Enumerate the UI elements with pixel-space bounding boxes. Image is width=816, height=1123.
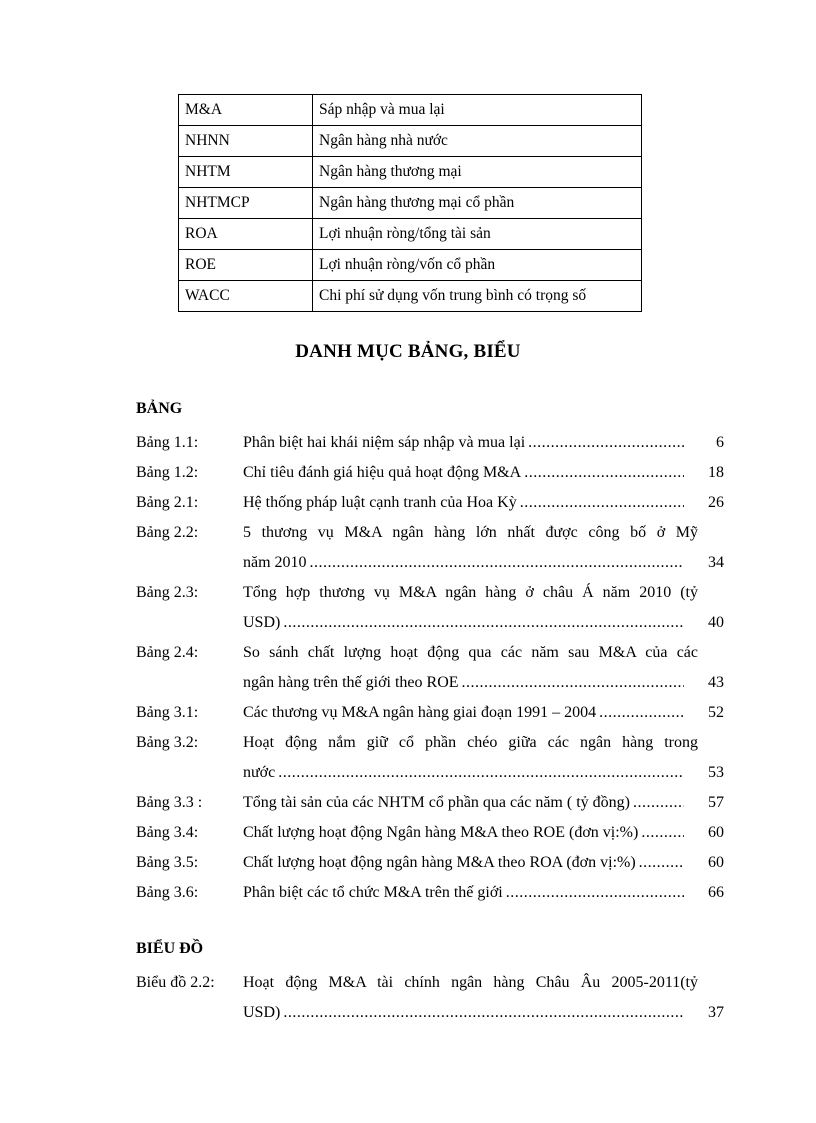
toc-entry-text: Chỉ tiêu đánh giá hiệu quả hoạt động M&A	[243, 464, 522, 481]
toc-entry-text: So sánh chất lượng hoạt động qua các năm sau M&A của các	[243, 644, 698, 661]
toc-entry-text: USD)	[243, 614, 281, 631]
toc-entry-leader	[243, 488, 684, 518]
toc-entry-page: 43	[708, 674, 724, 691]
toc-entry-page: 53	[708, 764, 724, 781]
toc-entry-label: Biểu đồ 2.2:	[136, 974, 215, 991]
abbreviation-code: ROA	[179, 219, 313, 250]
toc-entry-text: 5 thương vụ M&A ngân hàng lớn nhất được công bố ở Mỹ	[243, 524, 698, 541]
toc-entry-leader	[243, 788, 684, 818]
dot-leader	[641, 818, 684, 848]
toc-entry-page: 57	[708, 794, 724, 811]
toc-entry-label: Bảng 3.4:	[136, 824, 199, 841]
toc-entry-leader	[243, 758, 684, 788]
toc-entry[interactable]	[136, 788, 724, 818]
toc-entry-page: 26	[708, 494, 724, 511]
abbreviation-row	[179, 95, 642, 126]
toc-entry-line	[136, 818, 724, 848]
abbreviation-code: NHTMCP	[179, 188, 313, 219]
tables-heading: BẢNG	[136, 400, 183, 417]
toc-entry-label: Bảng 2.2:	[136, 524, 199, 541]
toc-entry-leader	[243, 608, 684, 638]
abbreviation-meaning: Ngân hàng thương mại	[313, 157, 642, 188]
toc-entry-line	[136, 458, 724, 488]
toc-entry-label: Bảng 3.2:	[136, 734, 199, 751]
charts-heading: BIỂU ĐỒ	[136, 940, 204, 957]
toc-entry-text: Hệ thống pháp luật cạnh tranh của Hoa Kỳ	[243, 494, 517, 511]
abbreviation-row	[179, 126, 642, 157]
toc-entry-text: nước	[243, 764, 276, 781]
toc-entry-line	[136, 638, 724, 668]
toc-entry-page: 52	[708, 704, 724, 721]
dot-leader	[633, 788, 684, 818]
toc-entry-page: 6	[716, 434, 724, 451]
toc-entry-label: Bảng 2.4:	[136, 644, 199, 661]
toc-entry[interactable]	[136, 818, 724, 848]
toc-entry-leader	[243, 998, 684, 1028]
toc-entry[interactable]	[136, 968, 724, 1028]
abbreviation-meaning: Lợi nhuận ròng/vốn cổ phần	[313, 250, 642, 281]
abbreviation-meaning: Chi phí sử dụng vốn trung bình có trọng số	[313, 281, 642, 312]
abbreviation-meaning: Lợi nhuận ròng/tổng tài sản	[313, 219, 642, 250]
abbreviation-row	[179, 157, 642, 188]
abbreviation-code: WACC	[179, 281, 313, 312]
toc-entry-text: năm 2010	[243, 554, 307, 571]
toc-entry-line	[136, 698, 724, 728]
abbreviation-row	[179, 281, 642, 312]
toc-entry-line	[136, 608, 724, 638]
toc-entry-text: Tổng tài sản của các NHTM cổ phần qua các năm ( tỷ đồng)	[243, 794, 630, 811]
toc-entry-label: Bảng 2.3:	[136, 584, 199, 601]
toc-entry-leader	[243, 698, 684, 728]
toc-entry-text: Các thương vụ M&A ngân hàng giai đoạn 1991 – 2004	[243, 704, 597, 721]
dot-leader	[639, 848, 684, 878]
abbreviation-meaning: Ngân hàng thương mại cổ phần	[313, 188, 642, 219]
dot-leader	[278, 758, 684, 788]
toc-entry-text: Chất lượng hoạt động ngân hàng M&A theo ROA (đơn vị:%)	[243, 854, 636, 871]
toc-entry-line	[136, 578, 724, 608]
abbreviation-meaning: Sáp nhập và mua lại	[313, 95, 642, 126]
dot-leader	[520, 488, 684, 518]
dot-leader	[283, 608, 684, 638]
dot-leader	[599, 698, 684, 728]
toc-entry-line	[136, 758, 724, 788]
toc-entry-label: Bảng 3.3 :	[136, 794, 203, 811]
toc-entry-line	[136, 728, 724, 758]
toc-entry[interactable]	[136, 518, 724, 578]
toc-entry-line	[136, 848, 724, 878]
toc-entry-text: Chất lượng hoạt động Ngân hàng M&A theo ROE (đơn vị:%)	[243, 824, 639, 841]
dot-leader	[310, 548, 684, 578]
dot-leader	[283, 998, 684, 1028]
toc-entry-label: Bảng 2.1:	[136, 494, 199, 511]
toc-entry-leader	[243, 848, 684, 878]
toc-entry-line	[136, 878, 724, 908]
abbreviation-table	[178, 94, 642, 312]
page-title: DANH MỤC BẢNG, BIỂU	[295, 341, 521, 362]
toc-entry-page: 18	[708, 464, 724, 481]
abbreviation-row	[179, 188, 642, 219]
toc-entry-line	[136, 488, 724, 518]
toc-entry-page: 60	[708, 824, 724, 841]
abbreviation-meaning: Ngân hàng nhà nước	[313, 126, 642, 157]
toc-entry-label: Bảng 1.2:	[136, 464, 199, 481]
toc-entry-text: ngân hàng trên thế giới theo ROE	[243, 674, 459, 691]
toc-entry[interactable]	[136, 878, 724, 908]
toc-entry-line	[136, 668, 724, 698]
toc-entry[interactable]	[136, 428, 724, 458]
toc-entry-line	[136, 968, 724, 998]
toc-entry-leader	[243, 668, 684, 698]
dot-leader	[462, 668, 684, 698]
dot-leader	[506, 878, 684, 908]
toc-entry-page: 37	[708, 1004, 724, 1021]
toc-entry-label: Bảng 3.5:	[136, 854, 199, 871]
dot-leader	[528, 428, 684, 458]
toc-entry-label: Bảng 1.1:	[136, 434, 199, 451]
toc-entry-leader	[243, 548, 684, 578]
abbreviation-code: ROE	[179, 250, 313, 281]
toc-entry-leader	[243, 878, 684, 908]
abbreviation-row	[179, 219, 642, 250]
toc-entry-label: Bảng 3.1:	[136, 704, 199, 721]
toc-entry[interactable]	[136, 728, 724, 788]
toc-entry-leader	[243, 428, 684, 458]
toc-entry-text: Hoạt động M&A tài chính ngân hàng Châu Âu 2005-2011(tỷ	[243, 974, 698, 991]
toc-entry-text: Phân biệt hai khái niệm sáp nhập và mua lại	[243, 434, 526, 451]
toc-entry-text: Phân biệt các tổ chức M&A trên thế giới	[243, 884, 503, 901]
toc-entry-text: USD)	[243, 1004, 281, 1021]
toc-entry-leader	[243, 458, 684, 488]
toc-entry-label: Bảng 3.6:	[136, 884, 199, 901]
toc-entry-leader	[243, 818, 684, 848]
toc-entry-page: 34	[708, 554, 724, 571]
abbreviation-code: NHTM	[179, 157, 313, 188]
toc-entry-line	[136, 548, 724, 578]
dot-leader	[524, 458, 684, 488]
toc-entry-page: 66	[708, 884, 724, 901]
toc-entry[interactable]	[136, 488, 724, 518]
abbreviation-row	[179, 250, 642, 281]
toc-entry-page: 60	[708, 854, 724, 871]
toc-entry-line	[136, 788, 724, 818]
abbreviation-code: NHNN	[179, 126, 313, 157]
toc-entry-line	[136, 428, 724, 458]
toc-entry[interactable]	[136, 848, 724, 878]
toc-entry[interactable]	[136, 638, 724, 698]
toc-entry-text: Hoạt động nắm giữ cổ phần chéo giữa các ngân hàng trong	[243, 734, 698, 751]
toc-entry-page: 40	[708, 614, 724, 631]
toc-entry[interactable]	[136, 578, 724, 638]
toc-entry-text: Tổng hợp thương vụ M&A ngân hàng ở châu Á năm 2010 (tỷ	[243, 584, 698, 601]
toc-entry-line	[136, 998, 724, 1028]
toc-entry[interactable]	[136, 698, 724, 728]
abbreviation-code: M&A	[179, 95, 313, 126]
toc-entry-line	[136, 518, 724, 548]
toc-entry[interactable]	[136, 458, 724, 488]
